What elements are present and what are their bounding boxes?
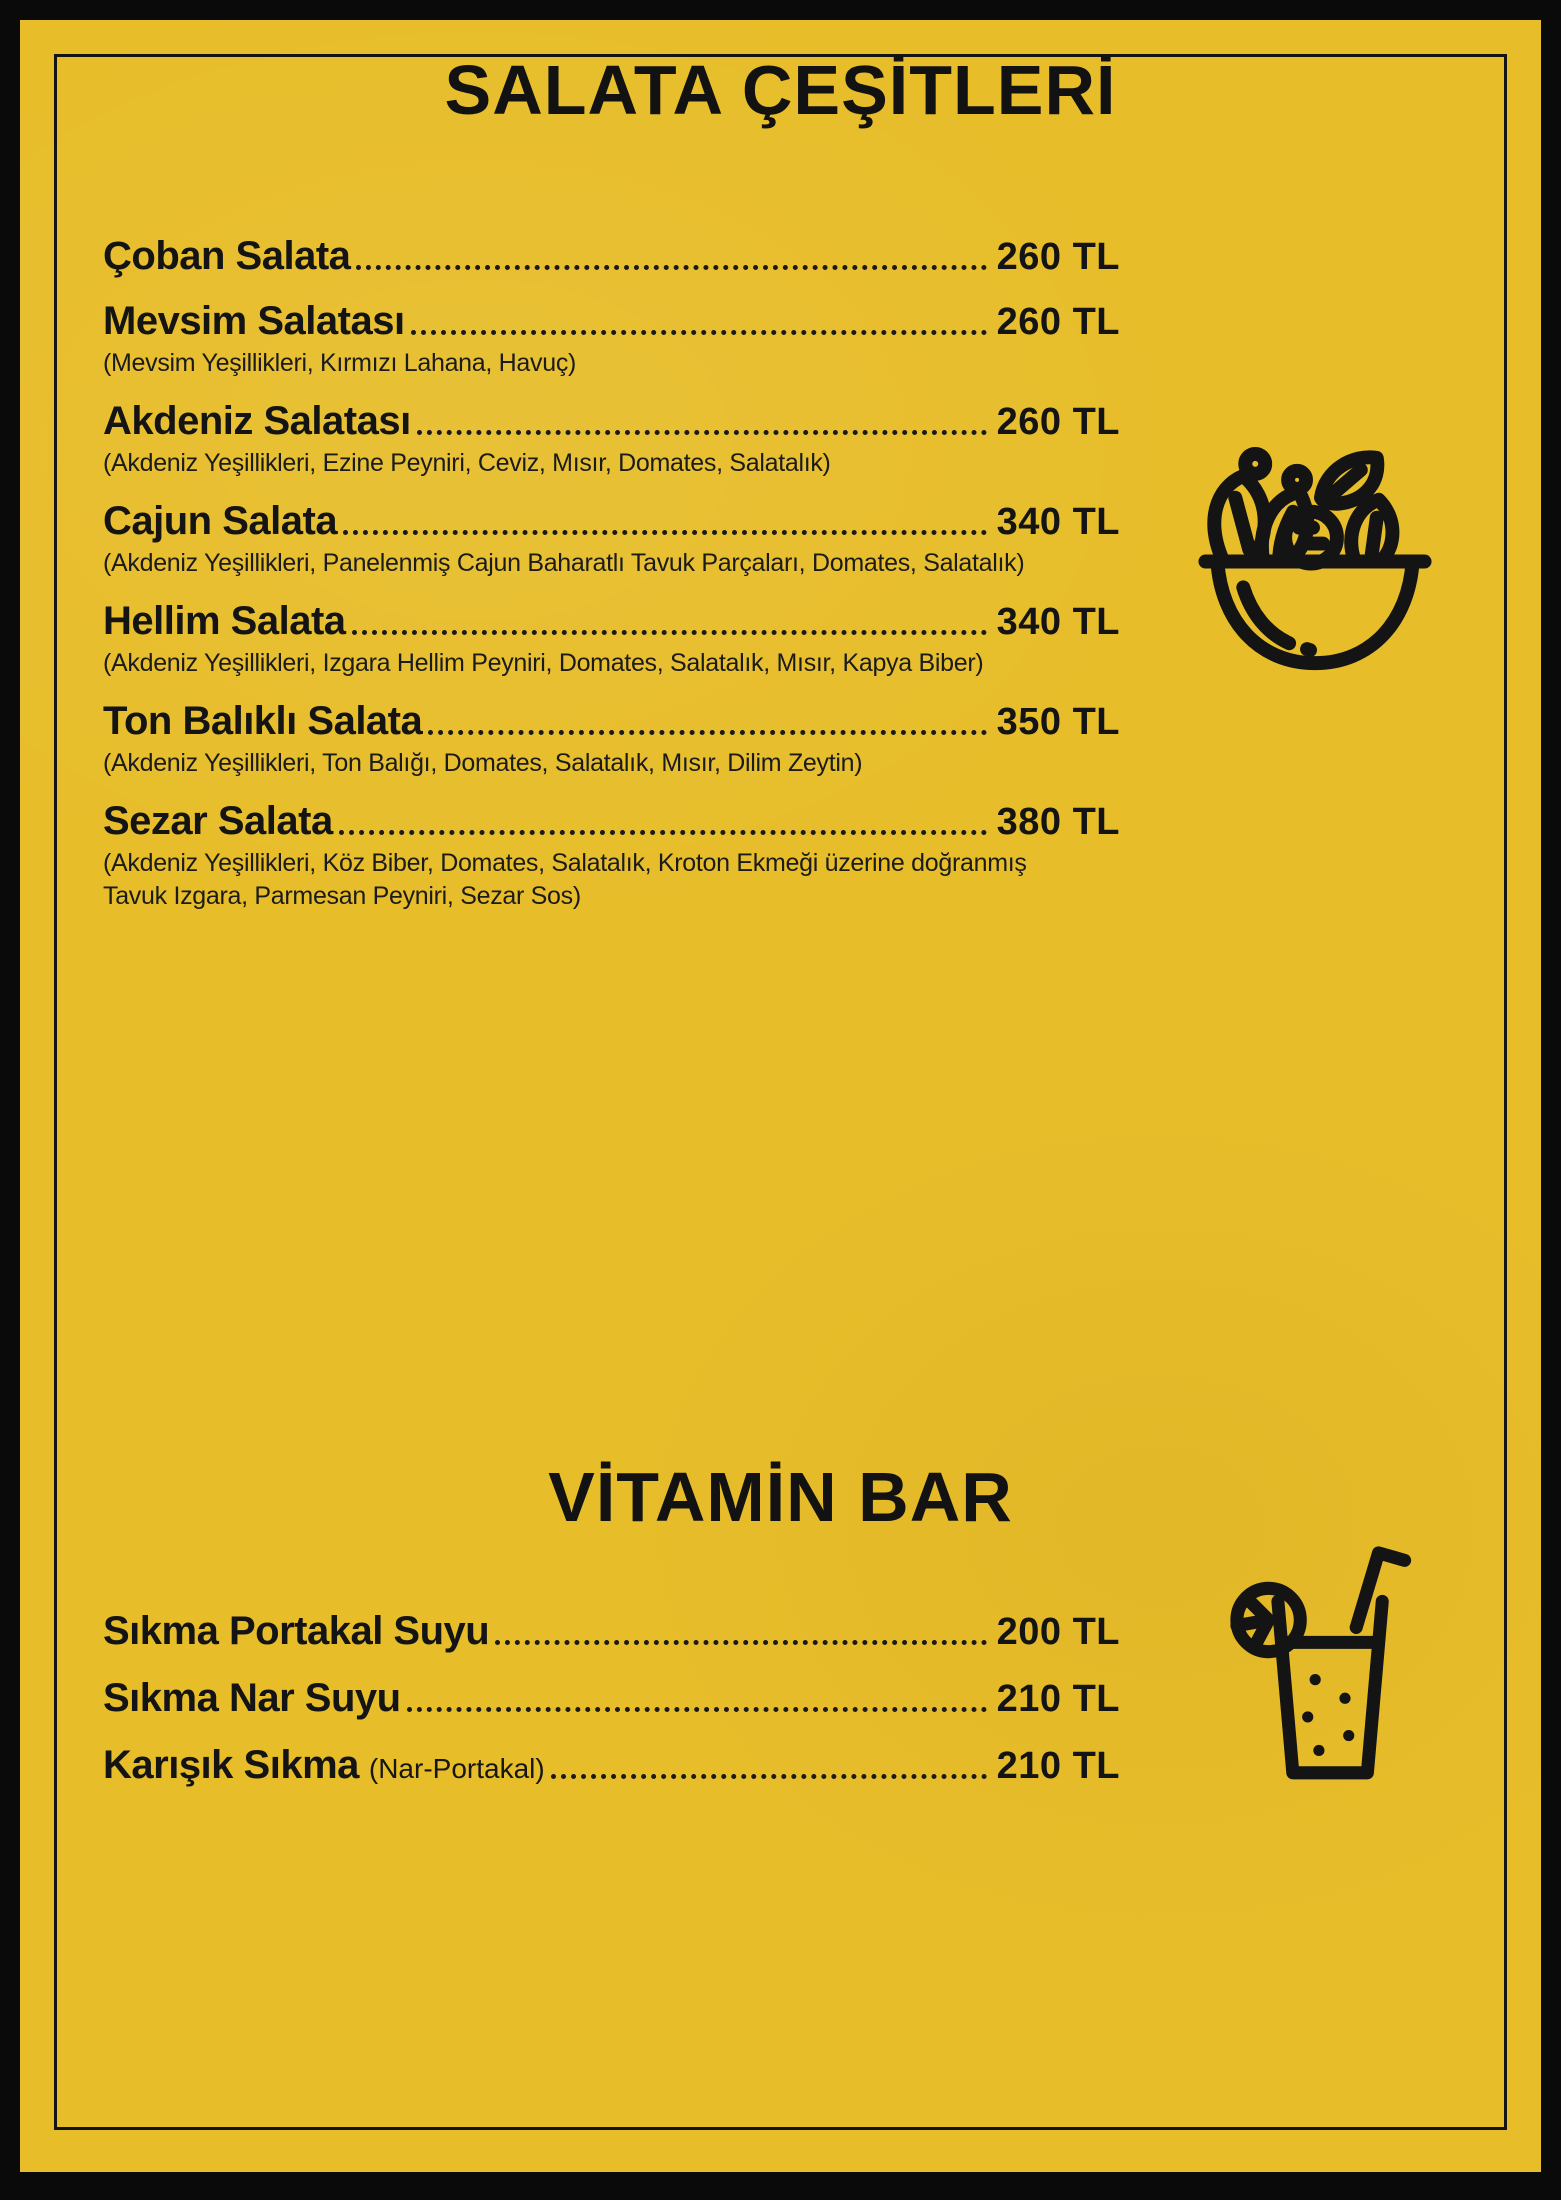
leader-dots — [417, 430, 987, 435]
item-name: Cajun Salata — [103, 499, 338, 543]
menu-item-coban-salata — [103, 233, 1120, 280]
item-description: (Akdeniz Yeşillikleri, Köz Biber, Domates, Salatalık, Kroton Ekmeği üzerine doğranmış Tavuk Izgara, Parmesan Peyniri, Sezar Sos) — [103, 849, 1027, 910]
item-price: 260 TL — [996, 236, 1120, 278]
leader-dots — [356, 265, 986, 270]
item-description: (Akdeniz Yeşillikleri, Ezine Peyniri, Ceviz, Mısır, Domates, Salatalık) — [103, 449, 831, 477]
leader-dots — [551, 1774, 987, 1779]
item-name: Sezar Salata — [103, 799, 333, 843]
item-price: 380 TL — [996, 801, 1120, 843]
item-description: (Akdeniz Yeşillikleri, Izgara Hellim Peyniri, Domates, Salatalık, Mısır, Kapya Biber) — [103, 649, 984, 677]
leader-dots — [428, 730, 986, 735]
menu-item-ton-balikli-salata — [103, 698, 1120, 780]
menu-item-karisik-sikma — [103, 1742, 1120, 1789]
item-description: (Akdeniz Yeşillikleri, Ton Balığı, Domates, Salatalık, Mısır, Dilim Zeytin) — [103, 749, 863, 777]
item-price: 260 TL — [996, 401, 1120, 443]
item-price: 340 TL — [996, 501, 1120, 543]
leader-dots — [411, 330, 987, 335]
leader-dots — [495, 1640, 986, 1645]
vitamin-bar-section-title: VİTAMİN BAR — [548, 1458, 1013, 1536]
leader-dots — [339, 830, 987, 835]
leader-dots — [407, 1707, 987, 1712]
salads-list — [103, 233, 1120, 913]
item-price: 260 TL — [996, 301, 1120, 343]
item-name: Hellim Salata — [103, 599, 346, 643]
item-price: 210 TL — [996, 1745, 1120, 1787]
item-price: 200 TL — [996, 1611, 1120, 1653]
item-name: Akdeniz Salatası — [103, 399, 411, 443]
item-description: (Mevsim Yeşillikleri, Kırmızı Lahana, Havuç) — [103, 349, 577, 377]
menu-item-sikma-portakal-suyu — [103, 1608, 1120, 1655]
menu-item-akdeniz-salatasi — [103, 398, 1120, 480]
salad-bowl-icon — [1195, 438, 1435, 693]
menu-item-hellim-salata — [103, 598, 1120, 680]
item-name: Sıkma Portakal Suyu — [103, 1609, 490, 1653]
menu-item-cajun-salata — [103, 498, 1120, 580]
item-price: 210 TL — [996, 1678, 1120, 1720]
item-name-note: (Nar-Portakal) — [368, 1753, 545, 1784]
item-name: Karışık Sıkma — [103, 1743, 359, 1787]
leader-dots — [343, 530, 987, 535]
vitamin-bar-list — [103, 1608, 1120, 1789]
salads-section-title: SALATA ÇEŞİTLERİ — [444, 51, 1117, 129]
menu-item-mevsim-salatasi — [103, 298, 1120, 380]
item-description: (Akdeniz Yeşillikleri, Panelenmiş Cajun Baharatlı Tavuk Parçaları, Domates, Salatalık) — [103, 549, 1025, 577]
item-name: Ton Balıklı Salata — [103, 699, 423, 743]
juice-glass-icon — [1222, 1522, 1427, 1800]
item-name: Mevsim Salatası — [103, 299, 405, 343]
menu-item-sezar-salata — [103, 798, 1120, 913]
menu-item-sikma-nar-suyu — [103, 1675, 1120, 1722]
item-name: Sıkma Nar Suyu — [103, 1676, 401, 1720]
item-price: 340 TL — [996, 601, 1120, 643]
item-name: Çoban Salata — [103, 234, 351, 278]
item-price: 350 TL — [996, 701, 1120, 743]
leader-dots — [352, 630, 987, 635]
